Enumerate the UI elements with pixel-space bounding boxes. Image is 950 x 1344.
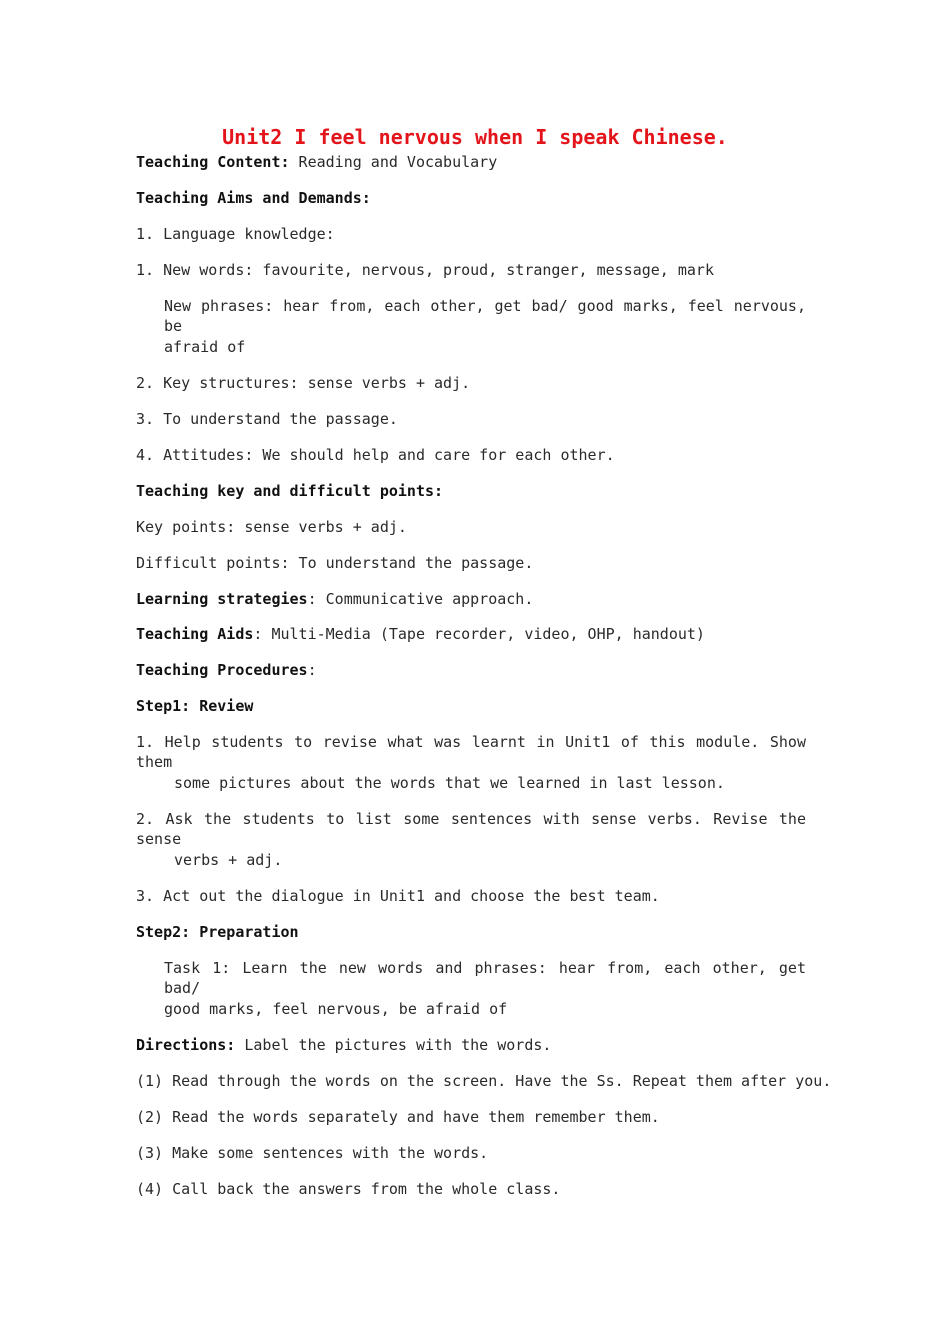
step1-item2-line2: verbs + adj. (174, 851, 283, 869)
step1-item1-line2: some pictures about the words that we learned in last lesson. (174, 774, 725, 792)
difficult-points: Difficult points: To understand the passage. (136, 554, 534, 572)
aims-new-phrases-line2: afraid of (164, 338, 246, 356)
directions-item-4: (4) Call back the answers from the whole class. (136, 1180, 561, 1198)
step1-item3: 3. Act out the dialogue in Unit1 and choose the best team. (136, 887, 660, 905)
key-points: Key points: sense verbs + adj. (136, 518, 407, 536)
procedures-line (136, 660, 317, 680)
teaching-aids-line (136, 624, 705, 644)
learning-strategies-line (136, 589, 533, 609)
document-title: Unit2 I feel nervous when I speak Chinese. (222, 125, 728, 149)
step2-heading: Step2: Preparation (136, 923, 299, 941)
aims-heading: Teaching Aims and Demands: (136, 189, 371, 207)
step2-task1-line2: good marks, feel nervous, be afraid of (164, 1000, 508, 1018)
aims-item-1: 1. Language knowledge: (136, 225, 335, 243)
learning-strategies-value: : Communicative approach. (307, 590, 534, 608)
teaching-content-line (136, 152, 497, 172)
step2-task1-line1: Task 1: Learn the new words and phrases: hear from, each other, get bad/ (164, 959, 806, 997)
directions-value: Label the pictures with the words. (235, 1036, 552, 1054)
directions-item-1: (1) Read through the words on the screen. Have the Ss. Repeat them after you. (136, 1072, 832, 1090)
teaching-aids-label: Teaching Aids (136, 625, 254, 643)
teaching-aids-value: : Multi-Media (Tape recorder, video, OHP, handout) (253, 625, 705, 643)
directions-line (136, 1035, 551, 1055)
directions-item-2: (2) Read the words separately and have them remember them. (136, 1108, 660, 1126)
teaching-content-value: Reading and Vocabulary (289, 153, 498, 171)
directions-label: Directions: (136, 1036, 236, 1054)
step1-heading: Step1: Review (136, 697, 254, 715)
step1-item2-line1: 2. Ask the students to list some sentences with sense verbs. Revise the sense (136, 810, 806, 848)
directions-item-3: (3) Make some sentences with the words. (136, 1144, 489, 1162)
aims-item-3: 3. To understand the passage. (136, 410, 398, 428)
key-points-heading: Teaching key and difficult points: (136, 482, 444, 500)
aims-item-4: 4. Attitudes: We should help and care for each other. (136, 446, 615, 464)
aims-item-2: 2. Key structures: sense verbs + adj. (136, 374, 471, 392)
learning-strategies-label: Learning strategies (136, 590, 308, 608)
procedures-value: : (307, 661, 317, 679)
aims-new-phrases-line1: New phrases: hear from, each other, get bad/ good marks, feel nervous, be (164, 297, 806, 335)
step1-item1-line1: 1. Help students to revise what was learnt in Unit1 of this module. Show them (136, 733, 806, 771)
teaching-content-label: Teaching Content: (136, 153, 290, 171)
aims-item-new-words: 1. New words: favourite, nervous, proud, stranger, message, mark (136, 261, 714, 279)
procedures-label: Teaching Procedures (136, 661, 308, 679)
